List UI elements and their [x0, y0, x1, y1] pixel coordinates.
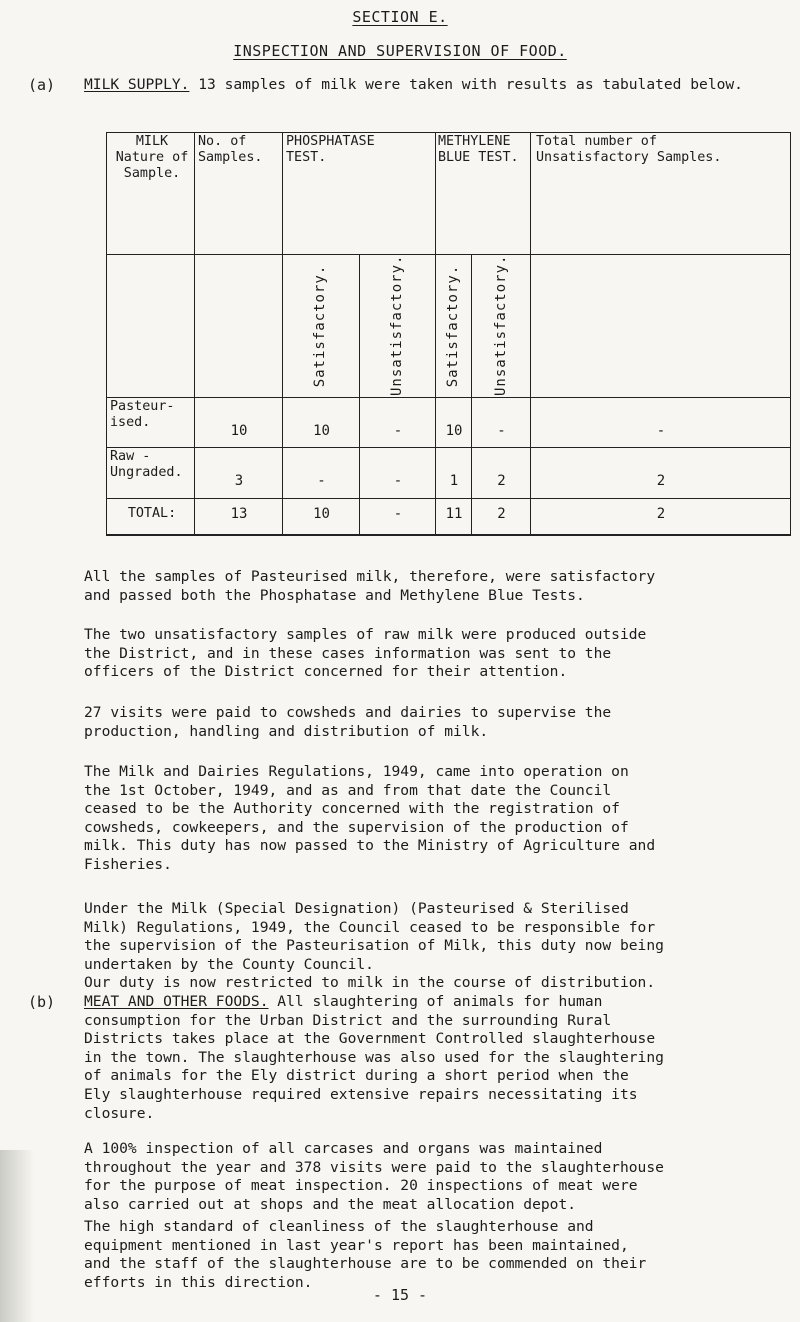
milk-results-table	[104, 132, 792, 536]
item-a-intro-text: 13 samples of milk were taken with results as tabulated below.	[189, 76, 743, 93]
page-edge-shadow	[0, 1150, 34, 1322]
cell-total-unsat: 2	[656, 506, 666, 522]
cell-total-unsat: -	[656, 423, 666, 439]
item-a-intro	[84, 76, 784, 95]
paragraph-meat-inspection: A 100% inspection of all carcases and organs was maintained throughout the year and 378 visits were paid to the slaughterhouse for the purpose of meat inspection. 20 inspections of meat were also carried out at shops and the meat allocation depot.	[84, 1140, 664, 1213]
cell-meth-unsat: -	[497, 423, 506, 439]
section-title-text: SECTION E.	[352, 8, 448, 26]
item-a-marker: (a)	[28, 76, 56, 94]
subheader-phosphatase-unsatisfactory: Unsatisfactory.	[389, 254, 405, 396]
header-phosphatase-test: PHOSPHATASE TEST.	[286, 134, 375, 165]
cell-phos-unsat: -	[393, 423, 403, 439]
row-label-raw-ungraded: Raw - Ungraded.	[110, 449, 183, 480]
paragraph-milk-dairies-regulations: The Milk and Dairies Regulations, 1949, came into operation on the 1st October, 1949, and as and from that date the Council ceased to be the Authority concerned with the registration of cowsheds, cowkeepers, and the supervision of the production of milk. This duty has now passed to the Ministry of Agriculture and Fisheries.	[84, 763, 656, 873]
header-nature-of-sample: MILK Nature of Sample.	[115, 134, 189, 181]
subheader-methylene-unsatisfactory: Unsatisfactory.	[493, 254, 509, 396]
paragraph-cleanliness: The high standard of cleanliness of the slaughterhouse and equipment mentioned in last year's report has been maintained, and the staff of the slaughterhouse are to be commended on their efforts in this direction.	[84, 1218, 647, 1291]
header-methylene-blue-test: METHYLENE BLUE TEST.	[438, 134, 519, 165]
section-title	[0, 8, 800, 26]
subheader-phosphatase-satisfactory: Satisfactory.	[312, 264, 328, 388]
page-title	[0, 42, 800, 60]
cell-samples: 10	[230, 423, 248, 439]
item-b-text	[84, 993, 796, 1123]
item-b-heading: MEAT AND OTHER FOODS.	[84, 993, 269, 1010]
paragraph-special-designation: Under the Milk (Special Designation) (Pasteurised & Sterilised Milk) Regulations, 1949, the Council ceased to be responsible for the supervision of the Pasteurisation of Milk, this duty now being undertaken by the County Council. Our duty is now restricted to milk in the course of distribution.	[84, 900, 664, 992]
cell-meth-sat: 1	[449, 473, 459, 489]
row-label-pasteurised: Pasteur- ised.	[110, 399, 175, 430]
cell-samples: 3	[234, 473, 244, 489]
cell-phos-sat: 10	[313, 506, 330, 522]
subheader-methylene-satisfactory: Satisfactory.	[445, 264, 461, 388]
cell-phos-sat: 10	[313, 423, 330, 439]
item-b-marker: (b)	[28, 993, 56, 1011]
header-no-of-samples: No. of Samples.	[198, 134, 263, 165]
page-title-text: INSPECTION AND SUPERVISION OF FOOD.	[233, 42, 567, 60]
cell-meth-sat: 11	[445, 506, 463, 522]
paragraph-pasteurised-summary: All the samples of Pasteurised milk, therefore, were satisfactory and passed both the Phosphatase and Methylene Blue Tests.	[84, 568, 656, 604]
cell-phos-unsat: -	[393, 473, 403, 489]
cell-meth-unsat: 2	[497, 473, 506, 489]
page-number: - 15 -	[372, 1286, 428, 1304]
cell-samples: 13	[230, 506, 248, 522]
row-label-total: TOTAL:	[127, 506, 177, 521]
cell-meth-unsat: 2	[497, 506, 506, 522]
paragraph-visits: 27 visits were paid to cowsheds and dairies to supervise the production, handling and distribution of milk.	[84, 704, 612, 740]
item-b-body: All slaughtering of animals for human consumption for the Urban District and the surrounding Rural Districts takes place at the Government Controlled slaughterhouse in the town. The slaughterhouse was also used for the slaughtering of animals for the Ely district during a short period when the Ely slaughterhouse required extensive repairs necessitating its closure.	[84, 993, 664, 1122]
cell-total-unsat: 2	[656, 473, 666, 489]
cell-phos-sat: -	[317, 473, 326, 489]
cell-meth-sat: 10	[445, 423, 463, 439]
item-a-heading: MILK SUPPLY.	[84, 76, 190, 93]
cell-phos-unsat: -	[393, 506, 403, 522]
paragraph-unsatisfactory-samples: The two unsatisfactory samples of raw milk were produced outside the District, and in these cases information was sent to the officers of the District concerned for their attention.	[84, 626, 647, 681]
header-total-unsatisfactory: Total number of Unsatisfactory Samples.	[536, 134, 722, 165]
